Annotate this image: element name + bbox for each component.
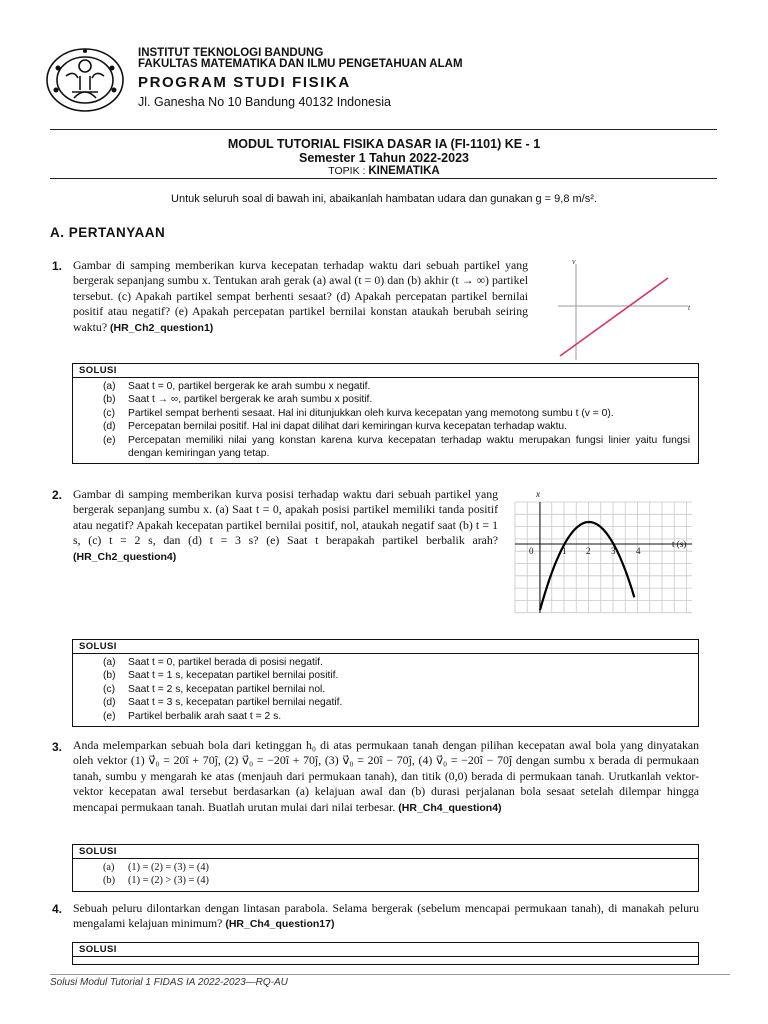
solution-item-text: Saat t = 2 s, kecepatan partikel bernilai nol. — [128, 683, 326, 695]
solution-item-text: Saat t = 0, partikel bergerak ke arah sumbu x negatif. — [128, 381, 371, 392]
question-body: Gambar di samping memberikan kurva posisi terhadap waktu dari sebuah partikel yang bergerak sepanjang sumbu x. (a) Saat t = 0, apakah posisi partikel memiliki tanda positif atau negatif? Apakah kecepatan partikel bernilai positif, nol, ataukah negatif saat (b) t = 1 s, (c) t = 2 s, dan (d) t = 3 s? (e) Saat t berapakah partikel berbalik arah? — [73, 487, 498, 548]
solution-item — [73, 696, 690, 709]
question-text — [73, 487, 498, 565]
solution-item — [73, 683, 690, 696]
solution-item — [73, 874, 690, 887]
question-text — [73, 738, 699, 816]
solution-header: SOLUSI — [73, 943, 698, 957]
solution-item — [73, 393, 690, 406]
question-code: (HR_Ch4_question4) — [398, 801, 502, 814]
question-body: Sebuah peluru dilontarkan dengan lintasan parabola. Selama bergerak (sebelum mencapai permukaan tanah), di manakah peluru mengalami kelajuan minimum? — [73, 901, 699, 931]
graph-t-label: t — [688, 303, 691, 312]
solution-item — [73, 407, 690, 420]
question-number: 1. — [52, 259, 63, 273]
tick-label: 0 — [529, 546, 534, 556]
solution-box — [72, 844, 699, 892]
semester-line: Semester 1 Tahun 2022-2023 — [298, 151, 469, 165]
address: Jl. Ganesha No 10 Bandung 40132 Indonesia — [138, 95, 391, 109]
solution-item — [73, 669, 690, 682]
solution-item-label: (b) — [103, 875, 116, 887]
solution-box — [72, 363, 699, 464]
solution-item-text: Partikel berbalik arah saat t = 2 s. — [128, 710, 282, 722]
solution-item-text: (1) = (2) = (3) = (4) — [128, 862, 209, 873]
section-title: A. PERTANYAAN — [50, 225, 166, 240]
question-code: (HR_Ch4_question17) — [225, 918, 335, 931]
module-title — [0, 137, 768, 178]
solution-item-label: (d) — [103, 421, 116, 433]
graph-grid — [515, 502, 692, 613]
solution-header: SOLUSI — [73, 640, 698, 654]
solution-item-text: Partikel sempat berhenti sesaat. Hal ini ditunjukkan oleh kurva kecepatan yang memotong sumbu t (v = 0). — [128, 407, 614, 419]
itb-logo — [44, 46, 126, 114]
solution-list — [73, 654, 698, 726]
topic-value: KINEMATIKA — [368, 165, 440, 177]
solution-item-text: Percepatan bernilai positif. Hal ini dapat dilihat dari kemiringan kurva kecepatan terhadap waktu. — [128, 421, 568, 433]
question-code: (HR_Ch2_question1) — [110, 321, 214, 334]
solution-item-label: (a) — [103, 381, 116, 392]
solution-header: SOLUSI — [73, 364, 698, 378]
instruction: Untuk seluruh soal di bawah ini, abaikanlah hambatan udara dan gunakan g = 9,8 m/s². — [171, 193, 597, 205]
solution-item — [73, 710, 690, 723]
graph-v-label: v — [572, 257, 576, 266]
program-name: PROGRAM STUDI FISIKA — [138, 74, 351, 91]
solution-header: SOLUSI — [73, 845, 698, 859]
solution-box — [72, 639, 699, 727]
question-number: 2. — [52, 488, 63, 502]
institution-header — [138, 48, 463, 109]
solution-item — [73, 861, 690, 874]
solution-box — [72, 942, 699, 965]
question-text — [73, 901, 699, 933]
solution-item-label: (d) — [103, 697, 116, 709]
question-body: Gambar di samping memberikan kurva kecepatan terhadap waktu dari sebuah partikel yang bergerak sepanjang sumbu x. Tentukan arah gerak (a) awal (t = 0) dan (b) akhir (t → ∞) partikel tersebut. (c) Apakah partikel sempat berhenti sesaat? (d) Apakah percepatan partikel bernilai positif atau negatif? (e) Apakah percepatan partikel bernilai konstan ataukah berubah seiring waktu? — [73, 258, 528, 334]
solution-list — [73, 859, 698, 891]
question-code: (HR_Ch2_question4) — [73, 550, 177, 563]
question-text — [73, 258, 528, 336]
solution-item-label: (a) — [103, 657, 116, 668]
tick-label: 2 — [586, 546, 591, 556]
header-rule — [50, 129, 717, 130]
title-rule — [50, 178, 717, 179]
module-title-line: MODUL TUTORIAL FISIKA DASAR IA (FI-1101) KE - 1 — [227, 137, 541, 151]
solution-item-label: (b) — [103, 394, 116, 406]
solution-item — [73, 656, 690, 669]
solution-item — [73, 420, 690, 433]
institute-name: INSTITUT TEKNOLOGI BANDUNG — [138, 47, 324, 59]
graph-x-label: x — [536, 489, 540, 499]
question-number: 3. — [52, 740, 63, 754]
solution-item-text: Saat t = 3 s, kecepatan partikel bernilai negatif. — [128, 697, 343, 709]
question-number: 4. — [52, 902, 63, 916]
solution-item-label: (a) — [103, 862, 115, 873]
solution-item-label: (c) — [103, 683, 116, 695]
solution-item-text: Saat t = 1 s, kecepatan partikel bernilai positif. — [128, 670, 339, 682]
solution-item-label: (b) — [103, 670, 116, 682]
solution-item-label: (e) — [103, 710, 116, 722]
graph-t-label: t (s) — [672, 539, 687, 549]
footer-rule — [50, 974, 730, 975]
footer-text: Solusi Modul Tutorial 1 FIDAS IA 2022-2023—RQ-AU — [50, 977, 288, 988]
topic-line — [0, 165, 768, 178]
solution-item-label: (e) — [103, 434, 116, 446]
solution-item-text: (1) = (2) > (3) = (4) — [128, 875, 209, 887]
solution-item — [73, 434, 690, 461]
tick-label: 4 — [636, 546, 641, 556]
position-curve — [540, 522, 634, 610]
solution-item-text: Percepatan memiliki nilai yang konstan karena kurva kecepatan terhadap waktu merupakan fungsi linier yaitu fungsi dengan kemiringan yang tetap. — [128, 434, 690, 460]
solution-item-text: Saat t → ∞, partikel bergerak ke arah sumbu x positif. — [128, 394, 373, 406]
solution-item-text: Saat t = 0, partikel berada di posisi negatif. — [128, 657, 323, 668]
question-body: Anda melemparkan sebuah bola dari ketinggan h₀ di atas permukaan tanah dengan pilihan kecepatan awal bola yang dinyatakan oleh vektor (1) v⃗₀ = 20î + 70ĵ, (2) v⃗₀ = −20î + 70ĵ, (3) v⃗₀ = 20î − 70ĵ, (4) v⃗₀ = −20î − 70ĵ dengan sumbu x berada di permukaan tanah, sumbu y mengarah ke atas (menjauh dari permukaan tanah), dan titik (0,0) berada di permukaan tanah. Urutkanlah vektor-vektor kecepatan awal tersebut berdasarkan (a) kelajuan awal dan (b) durasi perjalanan bola sesaat setelah dilempar hingga mencapai permukaan tanah. Buatlah urutan mulai dari nilai terbesar. — [73, 738, 699, 814]
position-time-graph — [510, 487, 700, 615]
solution-list — [73, 378, 698, 463]
velocity-time-graph — [548, 254, 698, 362]
tick-label: 1 — [562, 546, 567, 556]
tick-label: 3 — [611, 546, 616, 556]
faculty-name: FAKULTAS MATEMATIKA DAN ILMU PENGETAHUAN ALAM — [138, 58, 463, 70]
solution-item — [73, 380, 690, 393]
topic-label: TOPIK : — [328, 165, 369, 177]
solution-item-label: (c) — [103, 407, 116, 419]
